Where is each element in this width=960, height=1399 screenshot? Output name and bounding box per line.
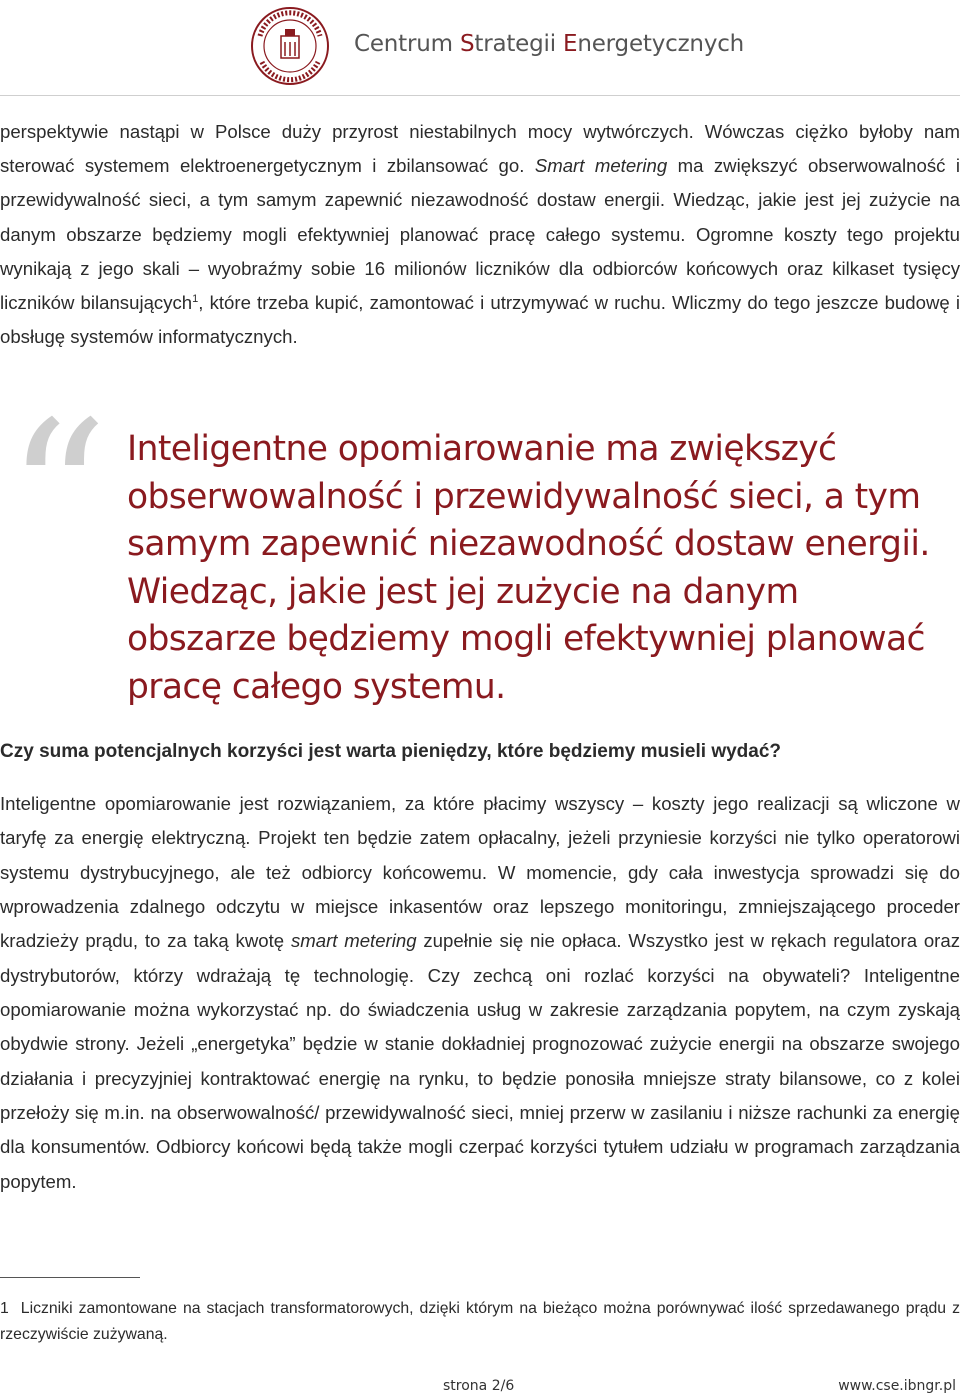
para1-text-b: ma zwiększyć obserwowalność i przewidywalność sieci, a tym samym zapewnić niezawodność dostaw energii. Wiedząc, jakie jest jej zużycie na danym obszarze będziemy mogli efektywniej planować pracę całego systemu. Ogromne koszty tego projektu wynikają z jego skali – wyobraźmy sobie 16 milionów liczników dla odbiorców końcowych oraz kilkaset tysięcy liczników bilansujących bbox=[0, 155, 960, 314]
footnote-reference[interactable]: 1 bbox=[192, 292, 199, 305]
para2-italic-term: smart metering bbox=[290, 930, 417, 952]
institute-seal-logo bbox=[250, 6, 330, 86]
footnote-number: 1 bbox=[0, 1300, 9, 1317]
section-heading: Czy suma potencjalnych korzyści jest warta pieniędzy, które będziemy musieli wydać? bbox=[0, 741, 782, 762]
brand-part-1: Centrum bbox=[354, 31, 460, 57]
brand-name bbox=[354, 31, 744, 57]
brand-letter-s: S bbox=[459, 31, 475, 57]
body-paragraph-1 bbox=[0, 115, 960, 354]
para2-text-b: zupełnie się nie opłaca. Wszystko jest w rękach regulatora oraz dystrybutorów, którzy wdrażają tę technologię. Czy zechcą oni rozlać korzyści na obywateli? Inteligentne opomiarowanie można wykorzystać np. do świadczenia usług w zakresie zarządzania popytem, na czym zyskają obydwie strony. Jeżeli „energetyka” będzie w stanie dokładniej prognozować zużycie energii na obszarze swojego działania i precyzyjniej kontraktować energię na rynku, to będzie ponosiła mniejsze straty bilansowe, co z kolei przełoży się m.in. na obserwowalność/ przewidywalność sieci, mniej przerw w zasilaniu i niższe rachunki za energię dla konsumentów. Odbiorcy końcowi będą także mogli czerpać korzyści tytułem udziału w programach zarządzania popytem. bbox=[0, 930, 960, 1192]
body-paragraph-2 bbox=[0, 787, 960, 1199]
para1-text-a: perspektywie nastąpi w Polsce duży przyrost niestabilnych mocy wytwórczych. Wówczas ciężko byłoby nam sterować systemem elektroenergetycznym i zbilansować go. bbox=[0, 121, 960, 177]
brand-part-2: trategii bbox=[474, 31, 564, 57]
brand-part-3: nergetycznych bbox=[577, 31, 745, 57]
footnote-divider bbox=[0, 1277, 140, 1278]
website-link[interactable]: www.cse.ibngr.pl bbox=[838, 1378, 956, 1394]
para2-text-a: Inteligentne opomiarowanie jest rozwiązaniem, za które płacimy wszyscy – koszty jego realizacji są wliczone w taryfę za energię elektryczną. Projekt ten będzie zatem opłacalny, jeżeli przyniesie korzyści nie tylko operatorowi systemu dystrybucyjnego, ale też odbiorcy końcowemu. W momencie, gdy cała inwestycja sprowadzi się do wprowadzenia zdalnego odczytu w miejsce inkasentów oraz lepszego monitoringu, zmniejszającego proceder kradzieży prądu, to za taką kwotę bbox=[0, 793, 960, 952]
page-header bbox=[0, 6, 960, 86]
para1-italic-term: Smart metering bbox=[534, 155, 668, 177]
brand-letter-e: E bbox=[563, 31, 578, 57]
quote-mark-icon: “ bbox=[6, 379, 109, 612]
footnote-text: Liczniki zamontowane na stacjach transformatorowych, dzięki którym na bieżąco można porównywać ilość sprzedawanego prądu z rzeczywiście zużywaną. bbox=[0, 1300, 960, 1343]
para1-text-c: , które trzeba kupić, zamontować i utrzymywać w ruchu. Wliczmy do tego jeszcze budowę i obsługę systemów informatycznych. bbox=[0, 292, 960, 348]
header-divider bbox=[0, 95, 960, 96]
pull-quote: Inteligentne opomiarowanie ma zwiększyć obserwowalność i przewidywalność sieci, a tym samym zapewnić niezawodność dostaw energii. Wiedząc, jakie jest jej zużycie na danym obszarze będziemy mogli efektywniej planować pracę całego systemu. bbox=[127, 429, 930, 707]
page-number: strona 2/6 bbox=[443, 1378, 515, 1394]
footnote bbox=[0, 1296, 960, 1348]
